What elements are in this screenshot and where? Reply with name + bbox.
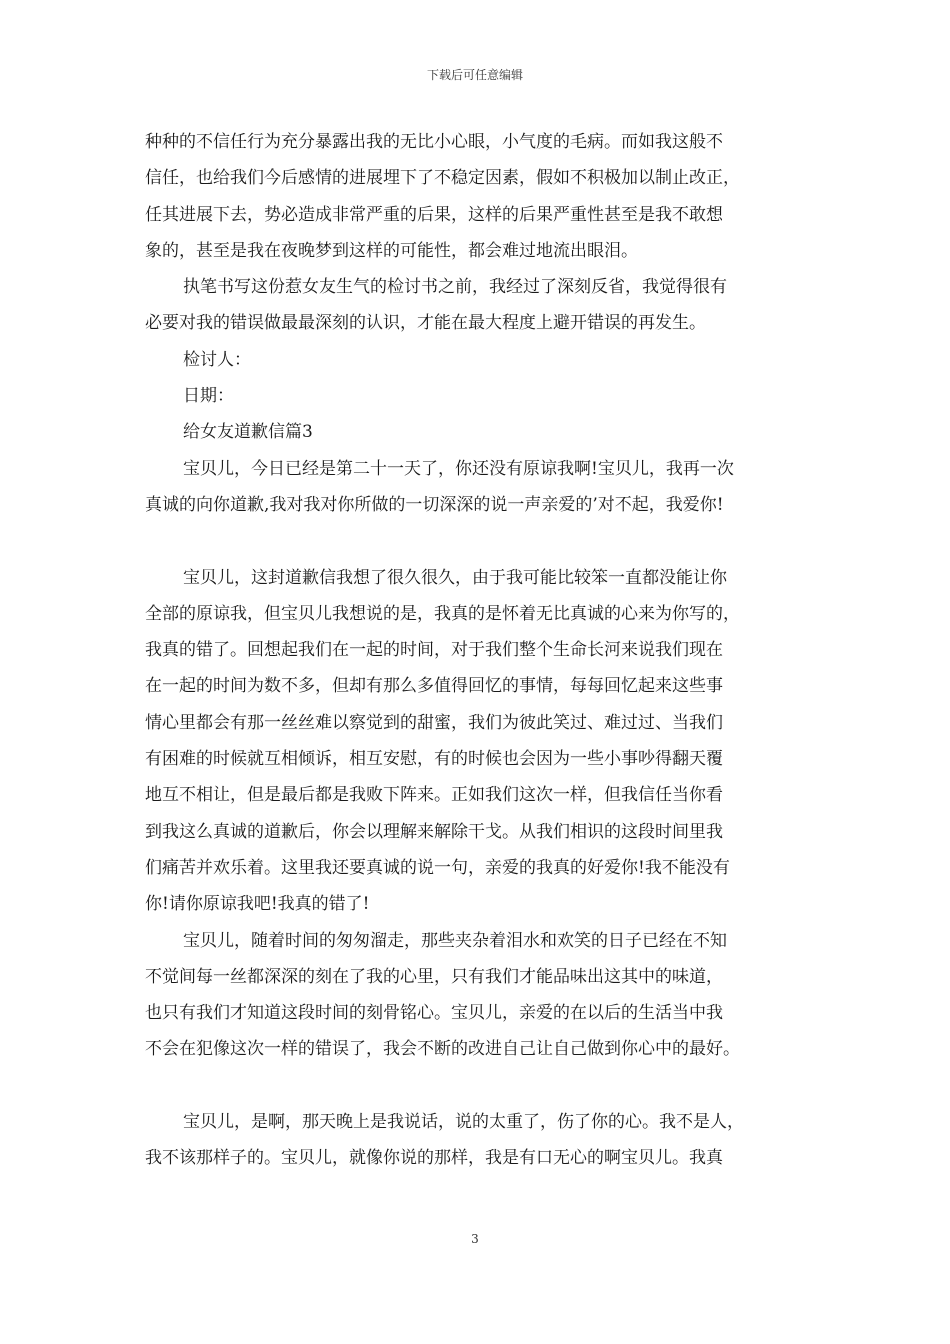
text-line: 执笔书写这份惹女友生气的检讨书之前，我经过了深刻反省，我觉得很有 xyxy=(183,277,727,298)
text-line: 宝贝儿，随着时间的匆匆溜走，那些夹杂着泪水和欢笑的日子已经在不知 xyxy=(183,930,727,951)
text-line: 信任，也给我们今后感情的进展埋下了不稳定因素，假如不积极加以制止改正， xyxy=(145,168,740,189)
text-line: 有困难的时候就互相倾诉，相互安慰，有的时候也会因为一些小事吵得翻天覆 xyxy=(145,749,723,770)
text-line: 宝贝儿，这封道歉信我想了很久很久，由于我可能比较笨一直都没能让你 xyxy=(183,567,727,588)
text-line: 我真的错了。回想起我们在一起的时间，对于我们整个生命长河来说我们现在 xyxy=(145,640,723,661)
document-body xyxy=(145,124,815,1177)
text-line: 不觉间每一丝都深深的刻在了我的心里，只有我们才能品味出这其中的味道， xyxy=(145,966,723,987)
text-line: 种种的不信任行为充分暴露出我的无比小心眼，小气度的毛病。而如我这般不 xyxy=(145,132,723,152)
text-line: 不会在犯像这次一样的错误了，我会不断的改进自己让自己做到你心中的最好。 xyxy=(145,1039,740,1060)
text-line: 宝贝儿，是啊，那天晚上是我说话，说的太重了，伤了你的心。我不是人， xyxy=(183,1112,744,1133)
page-header: 下载后可任意编辑 xyxy=(426,68,523,82)
text-line: 我不该那样子的。宝贝儿，就像你说的那样，我是有口无心的啊宝贝儿。我真 xyxy=(145,1148,723,1169)
text-line: 也只有我们才知道这段时间的刻骨铭心。宝贝儿，亲爱的在以后的生活当中我 xyxy=(145,1003,723,1024)
text-line: 到我这么真诚的道歉后，你会以理解来解除干戈。从我们相识的这段时间里我 xyxy=(145,821,723,842)
text-line: 情心里都会有那一丝丝难以察觉到的甜蜜，我们为彼此笑过、难过过、当我们 xyxy=(145,712,723,733)
text-line: 检讨人： xyxy=(183,349,251,370)
text-line: 宝贝儿，今日已经是第二十一天了，你还没有原谅我啊!宝贝儿，我再一次 xyxy=(183,458,734,479)
text-line: 必要对我的错误做最最深刻的认识，才能在最大程度上避开错误的再发生。 xyxy=(145,313,706,334)
blank-line xyxy=(145,1068,815,1104)
page-number: 3 xyxy=(471,1232,479,1246)
text-line: 象的，甚至是我在夜晚梦到这样的可能性，都会难过地流出眼泪。 xyxy=(145,240,638,261)
text-line: 在一起的时间为数不多，但却有那么多值得回忆的事情，每每回忆起来这些事 xyxy=(145,676,723,697)
text-line: 给女友道歉信篇3 xyxy=(183,422,313,443)
text-line: 日期： xyxy=(183,386,234,407)
text-line: 地互不相让，但是最后都是我败下阵来。正如我们这次一样，但我信任当你看 xyxy=(145,785,723,806)
text-line: 真诚的向你道歉,我对我对你所做的一切深深的说一声亲爱的’对不起，我爱你! xyxy=(145,494,724,515)
blank-line xyxy=(145,523,815,559)
text-line: 你!请你原谅我吧!我真的错了! xyxy=(145,894,370,915)
text-line: 们痛苦并欢乐着。这里我还要真诚的说一句，亲爱的我真的好爱你!我不能没有 xyxy=(145,857,730,878)
text-line: 任其进展下去，势必造成非常严重的后果，这样的后果严重性甚至是我不敢想 xyxy=(145,204,723,225)
text-line: 全部的原谅我，但宝贝儿我想说的是，我真的是怀着无比真诚的心来为你写的， xyxy=(145,603,740,624)
